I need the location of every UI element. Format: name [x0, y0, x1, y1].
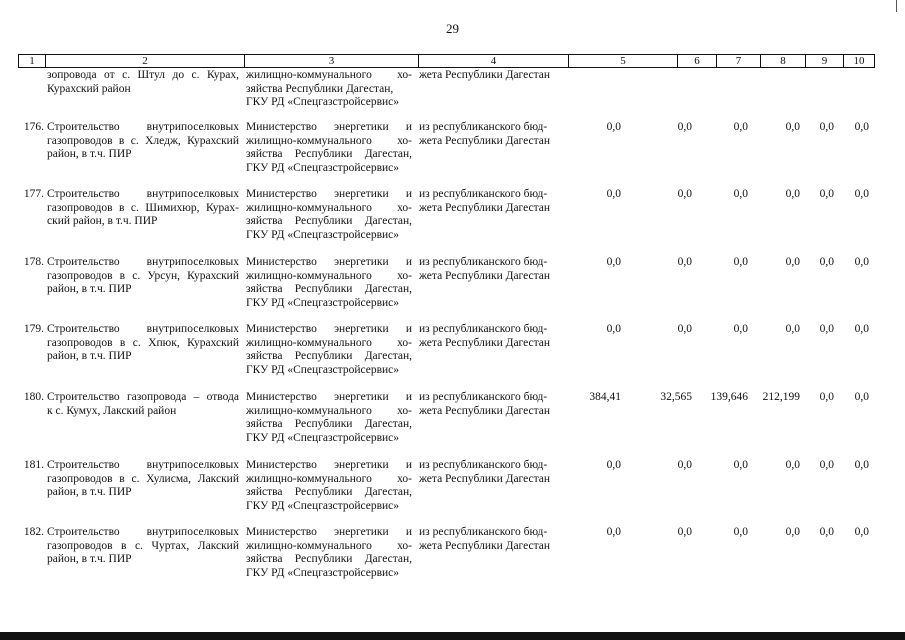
- text-line: ский район, в т.ч. ПИР: [47, 215, 158, 228]
- object-name-cell: [47, 459, 239, 500]
- responsible-cell: [246, 323, 412, 377]
- text-line: из республиканского бюд-: [419, 391, 548, 403]
- page-number: 29: [446, 21, 459, 36]
- text-line: Министерство энергетики и: [246, 459, 412, 471]
- value-col-10: 0,0: [854, 323, 869, 335]
- text-line: Курахский район: [47, 82, 131, 95]
- text-line: район, в т.ч. ПИР: [47, 553, 132, 566]
- text-line: район, в т.ч. ПИР: [47, 148, 132, 161]
- text-line: ГКУ РД «Спецгазстройсервис»: [246, 228, 400, 241]
- column-header-6: 6: [677, 54, 716, 68]
- value-col-7: 0,0: [733, 323, 748, 335]
- text-line: жета Республики Дагестан: [419, 404, 551, 417]
- text-line: Министерство энергетики и: [246, 391, 412, 403]
- row-number: 176.: [23, 121, 44, 133]
- text-line: жилищно-коммунального хо-: [246, 201, 412, 214]
- responsible-cell: [246, 391, 412, 445]
- text-line: район, в т.ч. ПИР: [47, 486, 132, 499]
- value-col-9: 0,0: [819, 459, 834, 471]
- text-line: зяйства Республики Дагестан,: [246, 82, 394, 95]
- text-line: ГКУ РД «Спецгазстройсервис»: [246, 566, 400, 579]
- text-line: район, в т.ч. ПИР: [47, 350, 132, 363]
- text-line: Строительство внутрипоселковых: [47, 188, 239, 200]
- value-col-8: 0,0: [785, 459, 800, 471]
- column-header-9: 9: [805, 54, 843, 68]
- responsible-cell: [246, 121, 412, 175]
- value-col-5: 0,0: [606, 526, 621, 538]
- row-number: 179.: [23, 323, 44, 335]
- value-col-10: 0,0: [854, 256, 869, 268]
- text-line: ГКУ РД «Спецгазстройсервис»: [246, 499, 400, 512]
- responsible-cell: [246, 256, 412, 310]
- value-col-8: 0,0: [785, 121, 800, 133]
- value-col-9: 0,0: [819, 256, 834, 268]
- value-col-8: 212,199: [762, 391, 800, 403]
- value-col-5: 384,41: [589, 391, 621, 403]
- object-name-cell: [47, 188, 239, 229]
- text-line: из республиканского бюд-: [419, 526, 548, 538]
- text-line: из республиканского бюд-: [419, 256, 548, 268]
- funding-source-cell: [419, 391, 559, 418]
- value-col-5: 0,0: [606, 323, 621, 335]
- value-col-9: 0,0: [819, 526, 834, 538]
- text-line: Министерство энергетики и: [246, 526, 412, 538]
- column-header-8: 8: [760, 54, 805, 68]
- column-header-3: 3: [244, 54, 418, 68]
- responsible-cell: [246, 459, 412, 513]
- text-line: жилищно-коммунального хо-: [246, 134, 412, 147]
- row-number: 180.: [23, 391, 44, 403]
- text-line: Министерство энергетики и: [246, 256, 412, 268]
- value-col-7: 0,0: [733, 188, 748, 200]
- value-col-10: 0,0: [854, 459, 869, 471]
- value-col-8: 0,0: [785, 526, 800, 538]
- value-col-8: 0,0: [785, 188, 800, 200]
- text-line: жета Республики Дагестан: [419, 539, 551, 552]
- text-line: зяйства Республики Дагестан,: [246, 215, 412, 228]
- text-line: зопровода от с. Штул до с. Курах,: [47, 69, 239, 81]
- scan-edge-mark: [896, 0, 897, 12]
- text-line: зяйства Республики Дагестан,: [246, 148, 412, 161]
- value-col-5: 0,0: [606, 188, 621, 200]
- funding-source-cell: [419, 188, 559, 215]
- text-line: газопроводов в с. Шимихюр, Курах-: [47, 201, 239, 214]
- text-line: газопроводов в с. Хледж, Курахский: [47, 134, 239, 147]
- text-line: из республиканского бюд-: [419, 121, 548, 133]
- column-header-5: 5: [568, 54, 677, 68]
- value-col-7: 0,0: [733, 459, 748, 471]
- text-line: Строительство газопровода – отвода: [47, 391, 239, 403]
- object-name-cell: [47, 256, 239, 297]
- object-name-cell: [47, 391, 239, 418]
- text-line: жета Республики Дагестан: [419, 134, 551, 147]
- table-header-row: [18, 54, 874, 67]
- responsible-cell: [246, 69, 412, 110]
- text-line: Министерство энергетики и: [246, 188, 412, 200]
- text-line: Строительство внутрипоселковых: [47, 323, 239, 335]
- text-line: из республиканского бюд-: [419, 459, 548, 471]
- row-number: 181.: [23, 459, 44, 471]
- text-line: жета Республики Дагестан: [419, 336, 551, 349]
- text-line: газопроводов в с. Хулисма, Лакский: [47, 472, 239, 485]
- value-col-6: 0,0: [677, 323, 692, 335]
- value-col-9: 0,0: [819, 188, 834, 200]
- row-number: 178.: [23, 256, 44, 268]
- value-col-6: 0,0: [677, 121, 692, 133]
- value-col-6: 32,565: [660, 391, 692, 403]
- value-col-7: 0,0: [733, 526, 748, 538]
- text-line: зяйства Республики Дагестан,: [246, 486, 412, 499]
- text-line: жилищно-коммунального хо-: [246, 539, 412, 552]
- text-line: ГКУ РД «Спецгазстройсервис»: [246, 363, 400, 376]
- text-line: жилищно-коммунального хо-: [246, 472, 412, 485]
- text-line: жилищно-коммунального хо-: [246, 69, 412, 81]
- text-line: из республиканского бюд-: [419, 188, 548, 200]
- object-name-cell: [47, 69, 239, 96]
- text-line: зяйства Республики Дагестан,: [246, 553, 412, 566]
- column-header-10: 10: [843, 54, 875, 68]
- text-line: ГКУ РД «Спецгазстройсервис»: [246, 296, 400, 309]
- value-col-9: 0,0: [819, 391, 834, 403]
- text-line: зяйства Республики Дагестан,: [246, 350, 412, 363]
- value-col-10: 0,0: [854, 121, 869, 133]
- funding-source-cell: [419, 323, 559, 350]
- text-line: газопроводов в с. Урсун, Курахский: [47, 269, 239, 282]
- row-number: 182.: [23, 526, 44, 538]
- responsible-cell: [246, 188, 412, 242]
- value-col-6: 0,0: [677, 256, 692, 268]
- column-header-7: 7: [716, 54, 760, 68]
- text-line: жета Республики Дагестан: [419, 201, 551, 214]
- funding-source-cell: [419, 121, 559, 148]
- text-line: жилищно-коммунального хо-: [246, 404, 412, 417]
- text-line: Строительство внутрипоселковых: [47, 526, 239, 538]
- text-line: Министерство энергетики и: [246, 323, 412, 335]
- scan-bottom-edge: [0, 632, 905, 640]
- value-col-8: 0,0: [785, 323, 800, 335]
- value-col-8: 0,0: [785, 256, 800, 268]
- text-line: зяйства Республики Дагестан,: [246, 283, 412, 296]
- object-name-cell: [47, 323, 239, 364]
- value-col-7: 139,646: [710, 391, 748, 403]
- responsible-cell: [246, 526, 412, 580]
- text-line: жета Республики Дагестан: [419, 269, 551, 282]
- value-col-6: 0,0: [677, 459, 692, 471]
- text-line: газопроводов в с. Чуртах, Лакский: [47, 539, 239, 552]
- text-line: Строительство внутрипоселковых: [47, 256, 239, 268]
- column-header-4: 4: [418, 54, 568, 68]
- object-name-cell: [47, 526, 239, 567]
- value-col-5: 0,0: [606, 256, 621, 268]
- funding-source-cell: [419, 256, 559, 283]
- text-line: ГКУ РД «Спецгазстройсервис»: [246, 161, 400, 174]
- column-header-1: 1: [18, 54, 45, 68]
- text-line: Министерство энергетики и: [246, 121, 412, 133]
- text-line: ГКУ РД «Спецгазстройсервис»: [246, 96, 400, 109]
- object-name-cell: [47, 121, 239, 162]
- text-line: жилищно-коммунального хо-: [246, 336, 412, 349]
- value-col-10: 0,0: [854, 526, 869, 538]
- value-col-10: 0,0: [854, 391, 869, 403]
- text-line: зяйства Республики Дагестан,: [246, 418, 412, 431]
- value-col-9: 0,0: [819, 121, 834, 133]
- text-line: газопроводов в с. Хпюк, Курахский: [47, 336, 239, 349]
- row-number: 177.: [23, 188, 44, 200]
- text-line: жета Республики Дагестан: [419, 69, 551, 81]
- text-line: район, в т.ч. ПИР: [47, 283, 132, 296]
- text-line: Строительство внутрипоселковых: [47, 121, 239, 133]
- funding-source-cell: [419, 459, 559, 486]
- value-col-6: 0,0: [677, 188, 692, 200]
- funding-source-cell: [419, 526, 559, 553]
- text-line: Строительство внутрипоселковых: [47, 459, 239, 471]
- value-col-5: 0,0: [606, 459, 621, 471]
- value-col-7: 0,0: [733, 121, 748, 133]
- value-col-9: 0,0: [819, 323, 834, 335]
- value-col-6: 0,0: [677, 526, 692, 538]
- text-line: жилищно-коммунального хо-: [246, 269, 412, 282]
- text-line: из республиканского бюд-: [419, 323, 548, 335]
- funding-source-cell: [419, 69, 559, 83]
- text-line: жета Республики Дагестан: [419, 472, 551, 485]
- value-col-10: 0,0: [854, 188, 869, 200]
- text-line: ГКУ РД «Спецгазстройсервис»: [246, 431, 400, 444]
- value-col-5: 0,0: [606, 121, 621, 133]
- column-header-2: 2: [45, 54, 244, 68]
- text-line: к с. Кумух, Лакский район: [47, 404, 177, 417]
- value-col-7: 0,0: [733, 256, 748, 268]
